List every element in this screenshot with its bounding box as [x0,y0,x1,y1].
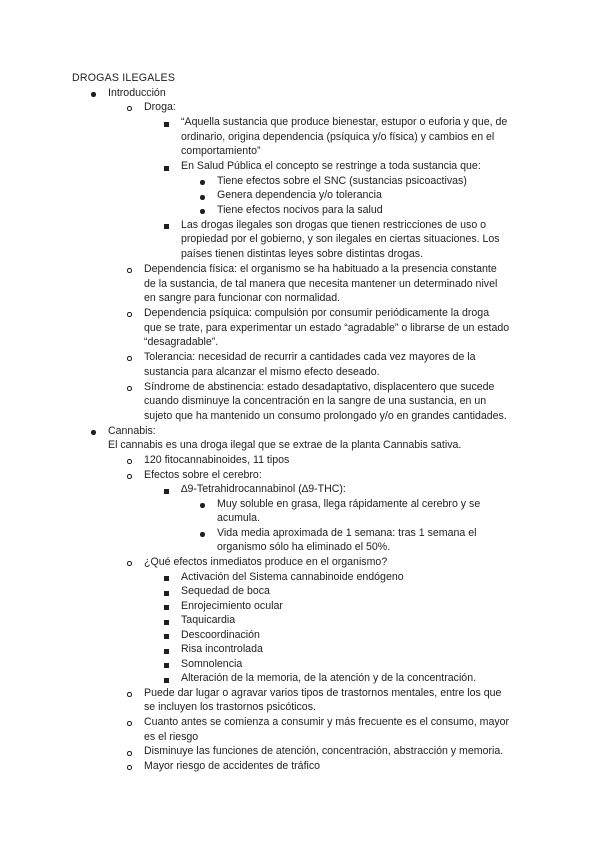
list-item-text: Tiene efectos sobre el SNC (sustancias psicoactivas) [217,175,467,187]
list-item-text: Disminuye las funciones de atención, concentración, abstracción y memoria. [144,745,504,757]
bullet-level2-icon [127,474,132,479]
bullet-level3-icon [164,122,169,127]
list-item-text: organismo sólo ha eliminado el 50%. [217,541,391,553]
list-item-text: Tiene efectos nocivos para la salud [217,204,383,216]
bullet-level4-icon [200,195,205,200]
bullet-level2-icon [127,561,132,566]
definition-text: ordinario, origina dependencia (psíquica y/o física) y cambios en el [181,131,495,143]
document-title: DROGAS ILEGALES [72,72,176,84]
list-item-text: Cuanto antes se comienza a consumir y más frecuente es el consumo, mayor [144,716,510,728]
bullet-level3-icon [164,620,169,625]
list-item-text: Muy soluble en grasa, llega rápidamente al cerebro y se [217,498,481,510]
paragraph-text: El cannabis es una droga ilegal que se extrae de la planta Cannabis sativa. [108,439,462,451]
definition-text: “Aquella sustancia que produce bienestar, estupor o euforia y que, de [181,116,508,128]
list-item-text: Tolerancia: necesidad de recurrir a cantidades cada vez mayores de la [144,351,476,363]
bullet-level3-icon [164,649,169,654]
list-item-text: que se trate, para experimentar un estado “agradable” o librarse de un estado [144,322,510,334]
list-item-text: Alteración de la memoria, de la atención y de la concentración. [181,672,477,684]
bullet-level3-icon [164,663,169,668]
list-item-text: cuando disminuye la concentración en la sangre de una sustancia, en un [144,395,487,407]
heading-cannabis: Cannabis: [108,425,156,437]
bullet-level3-icon [164,166,169,171]
bullet-level2-icon [127,721,132,726]
list-item-text: en sangre para funcionar con normalidad. [144,292,341,304]
bullet-level1-icon [91,92,96,97]
list-item-text: Dependencia física: el organismo se ha habituado a la presencia constante [144,263,497,275]
list-item-text: Enrojecimiento ocular [181,600,283,612]
bullet-level3-icon [164,634,169,639]
list-item-text: ¿Qué efectos inmediatos produce en el organismo? [144,556,388,568]
list-item-text: Descoordinación [181,629,260,641]
list-item-text: Vida media aproximada de 1 semana: tras 1 semana el [217,527,477,539]
list-item-droga: Droga: [144,101,176,113]
bullet-level2-icon [127,459,132,464]
bullet-level2-icon [127,692,132,697]
list-item-text: En Salud Pública el concepto se restringe a toda sustancia que: [181,160,481,172]
list-item-text: Taquicardia [181,614,236,626]
bullet-level2-icon [127,386,132,391]
bullet-level2-icon [127,751,132,756]
list-item-text: ∆9-Tetrahidrocannabinol (∆9-THC): [181,483,346,495]
list-item-text: 120 fitocannabinoides, 11 tipos [144,454,290,466]
bullet-level4-icon [200,180,205,185]
bullet-level4-icon [200,532,205,537]
heading-introduccion: Introducción [108,87,166,99]
list-item-text: sujeto que ha mantenido un consumo prolongado y/o en grandes cantidades. [144,410,507,422]
list-item-text: Efectos sobre el cerebro: [144,469,262,481]
bullet-level2-icon [127,106,132,111]
definition-text: comportamiento” [181,145,261,157]
list-item-text: Puede dar lugar o agravar varios tipos de trastornos mentales, entre los que [144,687,502,699]
bullet-level2-icon [127,765,132,770]
bullet-level3-icon [164,489,169,494]
list-item-text: “desagradable”. [144,336,219,348]
list-item-text: Dependencia psíquica: compulsión por consumir periódicamente la droga [144,307,490,319]
list-item-text: países tienen distintas leyes sobre distintas drogas. [181,248,424,260]
list-item-text: Risa incontrolada [181,643,263,655]
bullet-level4-icon [200,209,205,214]
list-item-text: acumula. [217,512,260,524]
bullet-level3-icon [164,591,169,596]
bullet-level2-icon [127,312,132,317]
list-item-text: propiedad por el gobierno, y son ilegales en ciertas situaciones. Los [181,233,500,245]
list-item-text: es el riesgo [144,731,199,743]
list-item-text: Somnolencia [181,658,243,670]
bullet-level4-icon [200,503,205,508]
list-item-text: sustancia para alcanzar el mismo efecto deseado. [144,366,380,378]
list-item-text: Activación del Sistema cannabinoide endógeno [181,571,404,583]
bullet-level3-icon [164,605,169,610]
bullet-level3-icon [164,224,169,229]
list-item-text: Sequedad de boca [181,585,270,597]
bullet-level2-icon [127,356,132,361]
list-item-text: Síndrome de abstinencia: estado desadaptativo, displacentero que sucede [144,381,495,393]
bullet-level2-icon [127,268,132,273]
bullet-level3-icon [164,576,169,581]
bullet-level3-icon [164,678,169,683]
bullet-level1-icon [91,430,96,435]
list-item-text: se incluyen los trastornos psicóticos. [144,701,316,713]
list-item-text: de la sustancia, de tal manera que necesita mantener un determinado nivel [144,278,498,290]
list-item-text: Mayor riesgo de accidentes de tráfico [144,760,321,772]
list-item-text: Genera dependencia y/o tolerancia [217,189,382,201]
list-item-text: Las drogas ilegales son drogas que tienen restricciones de uso o [181,219,487,231]
